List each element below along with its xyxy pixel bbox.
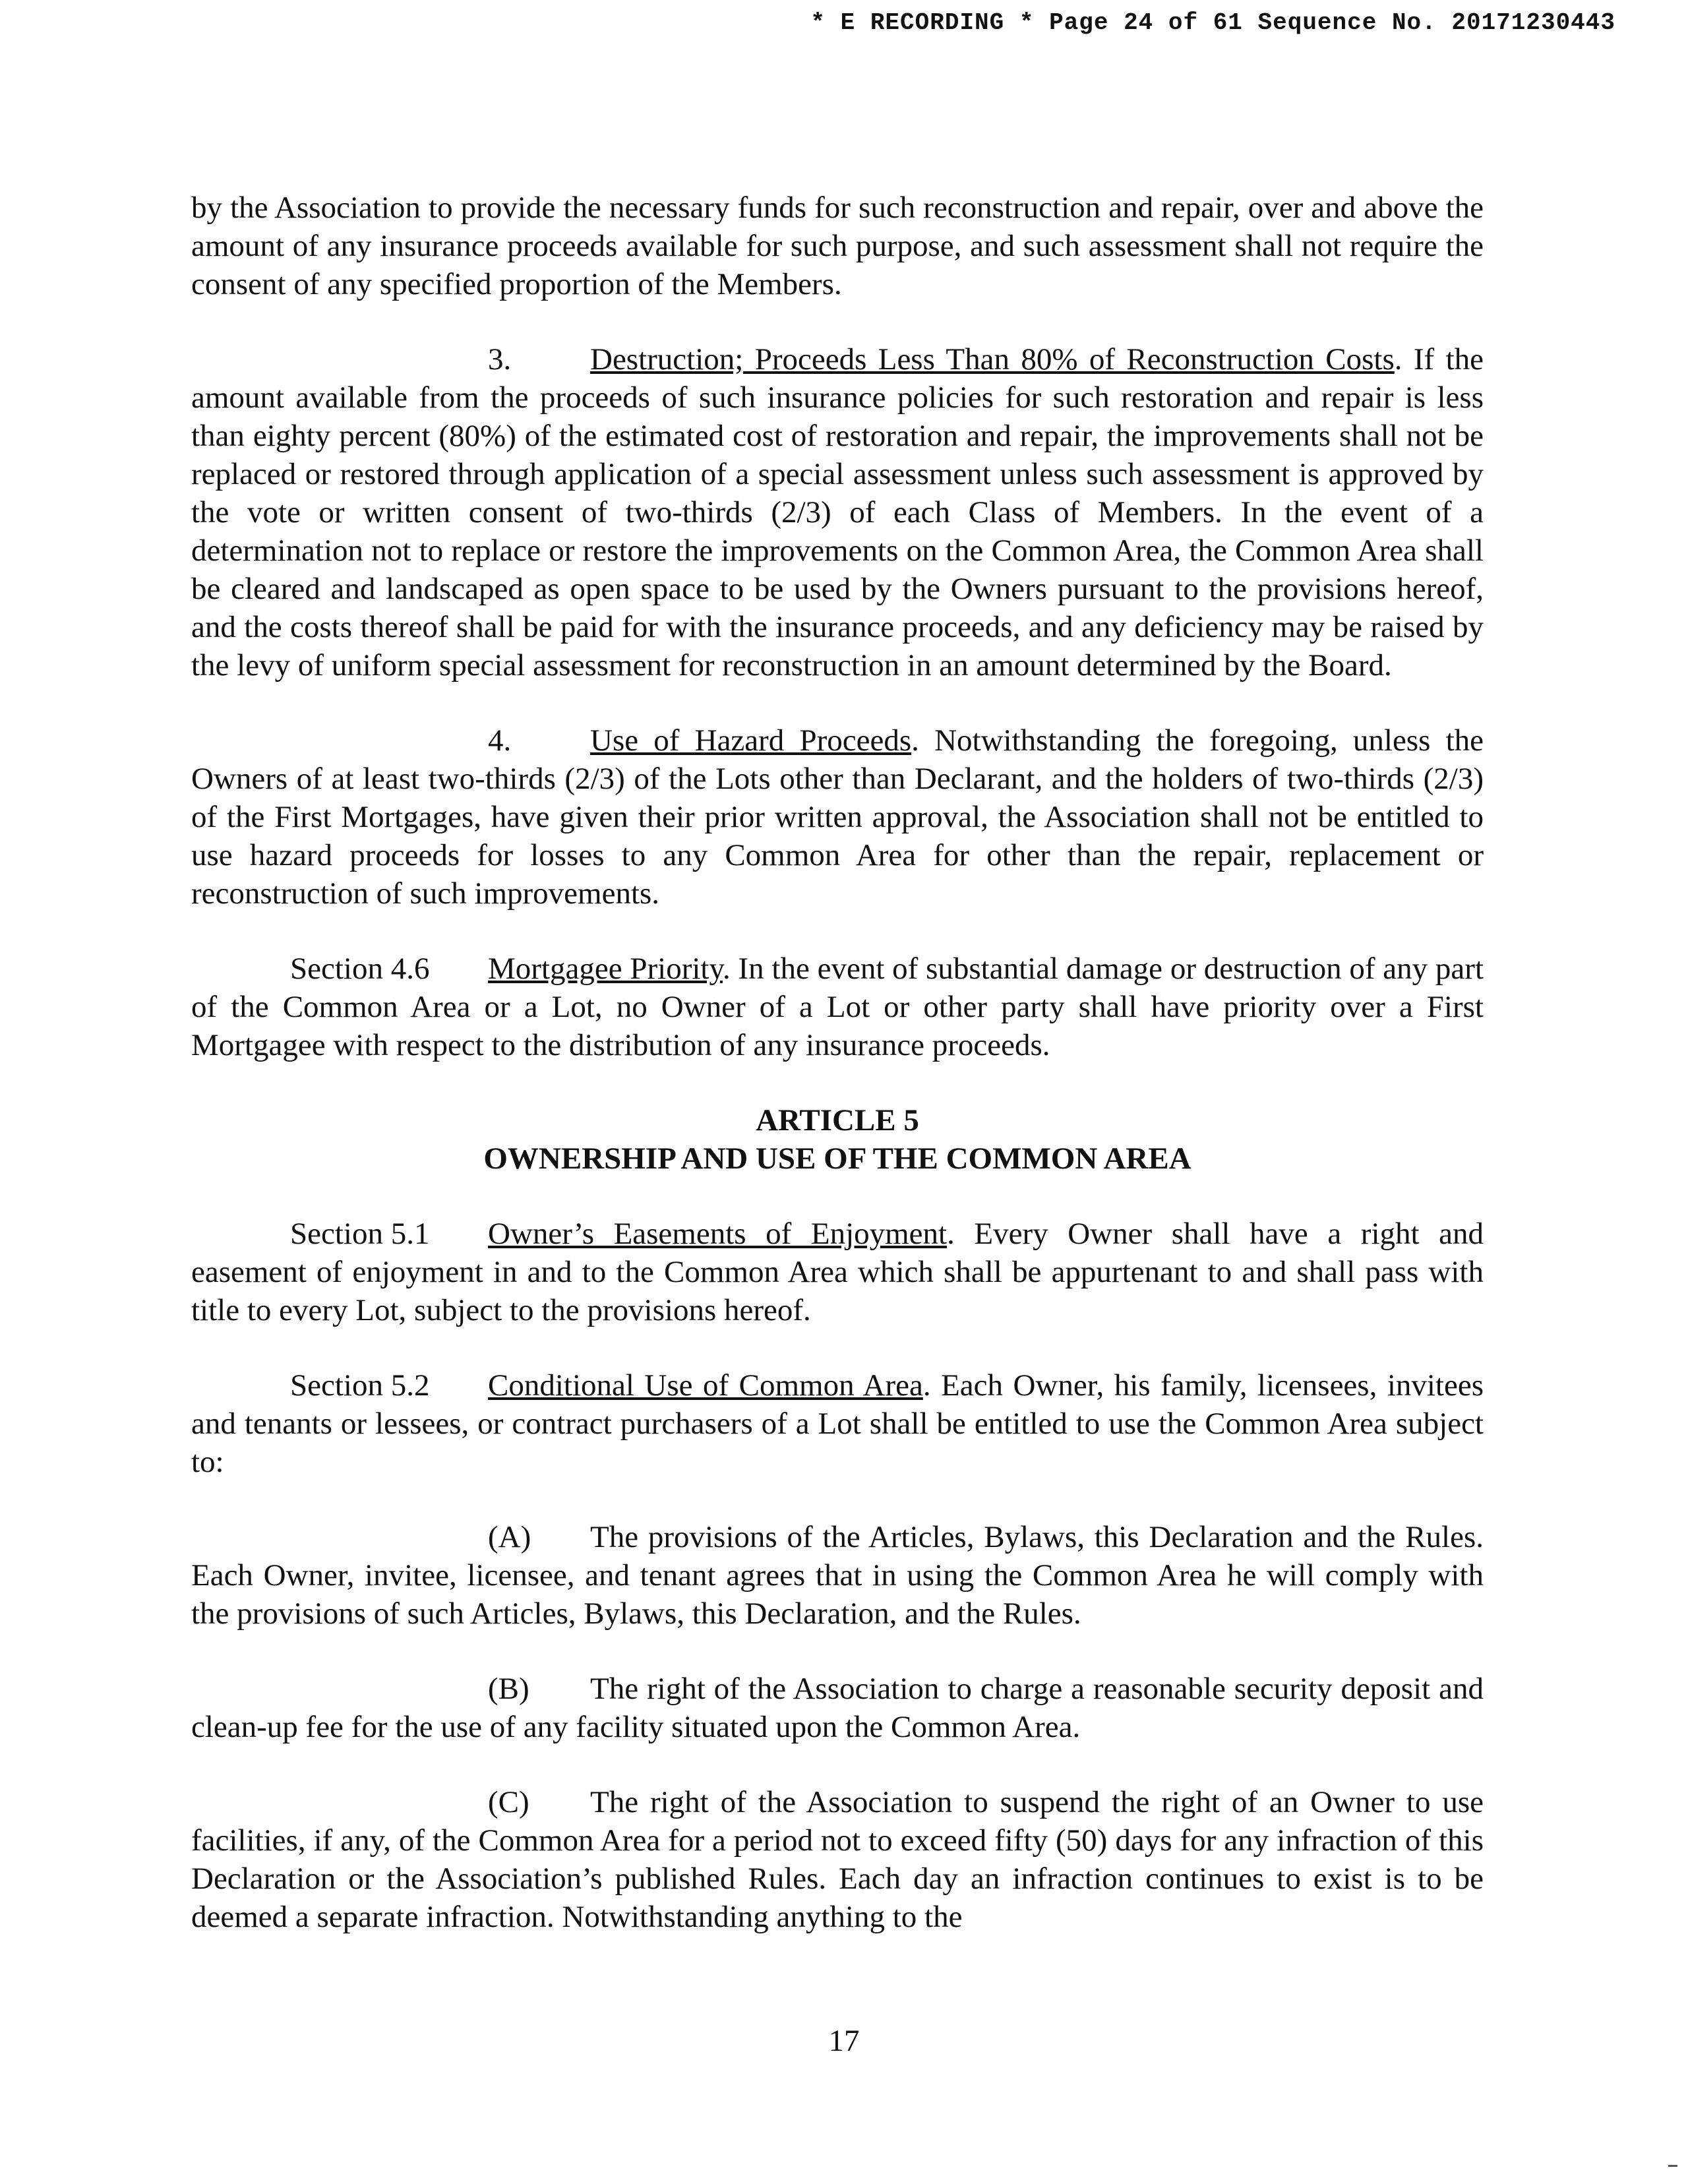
section-text: . Each Owner, his family, licensees, invitees and tenants or lessees, or contract purchasers of a Lot shall be entitled to use the Common Area subject to:	[191, 1368, 1484, 1479]
subsection-a	[191, 1518, 1484, 1633]
article-title: OWNERSHIP AND USE OF THE COMMON AREA	[483, 1141, 1191, 1176]
subsection-label: (A)	[488, 1520, 531, 1554]
subsection-text: The provisions of the Articles, Bylaws, this Declaration and the Rules. Each Owner, invitee, licensee, and tenant agrees that in using the Common Area he will comply with the provisions of such Articles, Bylaws, this Declaration, and the Rules.	[191, 1520, 1484, 1631]
section-5-1	[191, 1215, 1484, 1329]
subsection-b	[191, 1670, 1484, 1746]
subsection-c	[191, 1783, 1484, 1936]
paragraph-heading: Destruction; Proceeds Less Than 80% of Reconstruction Costs	[590, 342, 1395, 377]
paragraph-text: . Notwithstanding the foregoing, unless the Owners of at least two-thirds (2/3) of the Lots other than Declarant, and the holders of two-thirds (2/3) of the First Mortgages, have given their prior written approval, the Association shall not be entitled to use hazard proceeds for losses to any Common Area for other than the repair, replacement or reconstruction of such improvements.	[191, 723, 1484, 911]
section-text: . In the event of substantial damage or destruction of any part of the Common Area or a Lot, no Owner of a Lot or other party shall have priority over a First Mortgagee with respect to the distribution of any insurance proceeds.	[191, 952, 1484, 1062]
paragraph-hazard-proceeds	[191, 721, 1484, 913]
section-4-6	[191, 950, 1484, 1064]
section-number: Section 4.6	[290, 952, 430, 986]
scan-mark	[1668, 2165, 1677, 2167]
subsection-label: (B)	[488, 1672, 529, 1706]
page-number: 17	[828, 2024, 860, 2058]
subsection-text: The right of the Association to suspend the right of an Owner to use facilities, if any, of the Common Area for a period not to exceed fifty (50) days for any infraction of this Declaration or the Association’s published Rules. Each day an infraction continues to exist is to be deemed a separate infraction. Notwithstanding anything to the	[191, 1785, 1484, 1934]
section-5-2	[191, 1366, 1484, 1481]
paragraph-number: 3.	[488, 342, 512, 377]
section-number: Section 5.2	[290, 1368, 430, 1403]
paragraph-destruction-proceeds	[191, 340, 1484, 684]
paragraph-heading: Use of Hazard Proceeds	[590, 723, 912, 758]
paragraph-continuation: by the Association to provide the necessary funds for such reconstruction and repair, over and above the amount of any insurance proceeds available for such purpose, and such assessment shall not require the consent of any specified proportion of the Members.	[191, 191, 1484, 301]
section-text: . Every Owner shall have a right and easement of enjoyment in and to the Common Area which shall be appurtenant to and shall pass with title to every Lot, subject to the provisions hereof.	[191, 1217, 1484, 1327]
subsection-text: The right of the Association to charge a reasonable security deposit and clean-up fee for the use of any facility situated upon the Common Area.	[191, 1672, 1484, 1744]
article-heading	[191, 1101, 1484, 1178]
section-heading: Owner’s Easements of Enjoyment	[488, 1217, 948, 1251]
section-heading: Conditional Use of Common Area	[488, 1368, 923, 1403]
article-number: ARTICLE 5	[756, 1103, 919, 1138]
subsection-label: (C)	[488, 1785, 529, 1819]
recording-header: * E RECORDING * Page 24 of 61 Sequence No. 20171230443	[810, 9, 1615, 36]
section-heading: Mortgagee Priority	[488, 952, 723, 986]
paragraph-text: . If the amount available from the proceeds of such insurance policies for such restoration and repair is less than eighty percent (80%) of the estimated cost of restoration and repair, the improvements shall not be replaced or restored through application of a special assessment unless such assessment is approved by the vote or written consent of two-thirds (2/3) of each Class of Members. In the event of a determination not to replace or restore the improvements on the Common Area, the Common Area shall be cleared and landscaped as open space to be used by the Owners pursuant to the provisions hereof, and the costs thereof shall be paid for with the insurance proceeds, and any deficiency may be raised by the levy of uniform special assessment for reconstruction in an amount determined by the Board.	[191, 342, 1484, 682]
paragraph-number: 4.	[488, 723, 512, 758]
section-number: Section 5.1	[290, 1217, 430, 1251]
document-body	[191, 189, 1484, 1973]
